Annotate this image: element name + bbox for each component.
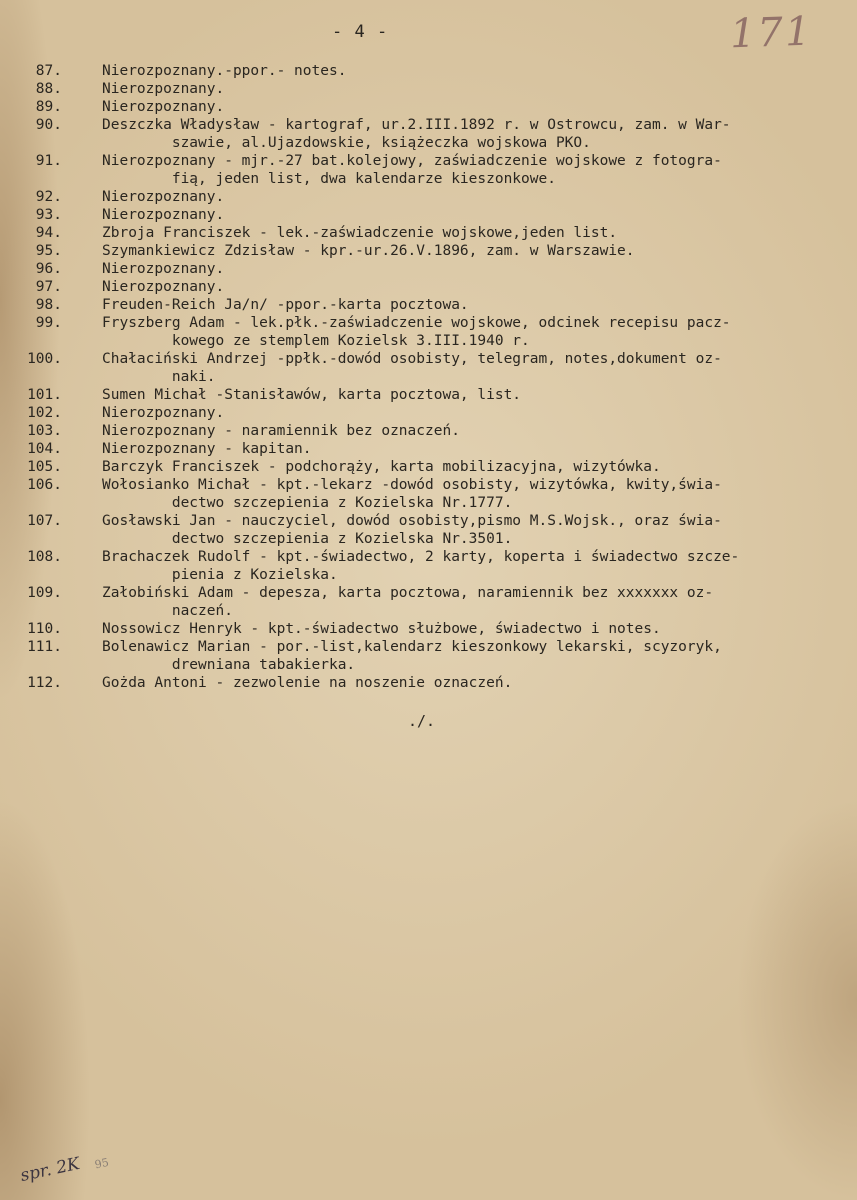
entry-line: Gożda Antoni - zezwolenie na noszenie oznaczeń. <box>102 675 513 691</box>
entry-number: 110. <box>27 621 62 637</box>
entry-line: kowego ze stemplem Kozielsk 3.III.1940 r. <box>102 333 530 349</box>
entry-text <box>102 116 857 152</box>
list-item <box>0 206 857 224</box>
entry-line: Nierozpoznany - mjr.-27 bat.kolejowy, zaświadczenie wojskowe z fotogra- <box>102 153 722 169</box>
entry-text <box>102 422 857 440</box>
entry-line: Nierozpoznany. <box>102 279 225 295</box>
entry-line: Nierozpoznany. <box>102 99 225 115</box>
page-number: - 4 - <box>332 22 389 42</box>
entry-line: Nierozpoznany. <box>102 405 225 421</box>
entry-number: 96. <box>35 261 62 277</box>
entry-text <box>102 674 857 692</box>
list-item <box>0 296 857 314</box>
end-mark: ./. <box>408 712 436 730</box>
entry-number: 87. <box>35 63 62 79</box>
entry-line: Nierozpoznany. <box>102 207 225 223</box>
entry-line: Bolenawicz Marian - por.-list,kalendarz kieszonkowy lekarski, scyzoryk, <box>102 639 722 655</box>
entry-line: dectwo szczepienia z Kozielska Nr.1777. <box>102 495 513 511</box>
entry-text <box>102 314 857 350</box>
entry-number: 102. <box>27 405 62 421</box>
entry-number: 99. <box>35 315 62 331</box>
entry-number: 101. <box>27 387 62 403</box>
entry-text <box>102 458 857 476</box>
entry-number: 100. <box>27 351 62 367</box>
list-item <box>0 674 857 692</box>
entry-number: 109. <box>27 585 62 601</box>
entry-line: Fryszberg Adam - lek.płk.-zaświadczenie wojskowe, odcinek recepisu pacz- <box>102 315 731 331</box>
entry-number: 88. <box>35 81 62 97</box>
entry-line: Deszczka Władysław - kartograf, ur.2.III.1892 r. w Ostrowcu, zam. w War- <box>102 117 731 133</box>
entry-line: Nierozpoznany. <box>102 189 225 205</box>
entry-list <box>0 62 857 692</box>
entry-number: 104. <box>27 441 62 457</box>
list-item <box>0 584 857 620</box>
entry-number: 93. <box>35 207 62 223</box>
entry-line: Freuden-Reich Ja/n/ -ppor.-karta pocztowa. <box>102 297 469 313</box>
entry-line: Brachaczek Rudolf - kpt.-świadectwo, 2 karty, koperta i świadectwo szcze- <box>102 549 740 565</box>
entry-number: 98. <box>35 297 62 313</box>
entry-number: 90. <box>35 117 62 133</box>
list-item <box>0 422 857 440</box>
entry-text <box>102 386 857 404</box>
margin-note-small: 95 <box>93 1155 110 1172</box>
list-item <box>0 224 857 242</box>
entry-number: 107. <box>27 513 62 529</box>
entry-text <box>102 404 857 422</box>
entry-text <box>102 296 857 314</box>
list-item <box>0 404 857 422</box>
entry-text <box>102 548 857 584</box>
entry-text <box>102 80 857 98</box>
entry-text <box>102 260 857 278</box>
entry-text <box>102 206 857 224</box>
entry-text <box>102 242 857 260</box>
entry-line: Chałaciński Andrzej -ppłk.-dowód osobisty, telegram, notes,dokument oz- <box>102 351 722 367</box>
entry-text <box>102 224 857 242</box>
list-item <box>0 314 857 350</box>
entry-line: Nierozpoznany - naramiennik bez oznaczeń. <box>102 423 460 439</box>
entry-text <box>102 188 857 206</box>
entry-number: 106. <box>27 477 62 493</box>
list-item <box>0 242 857 260</box>
list-item <box>0 440 857 458</box>
entry-text <box>102 278 857 296</box>
entry-line: pienia z Kozielska. <box>102 567 338 583</box>
entry-line: Zbroja Franciszek - lek.-zaświadczenie wojskowe,jeden list. <box>102 225 618 241</box>
entry-number: 97. <box>35 279 62 295</box>
entry-line: szawie, al.Ujazdowskie, książeczka wojskowa PKO. <box>102 135 591 151</box>
entry-text <box>102 620 857 638</box>
list-item <box>0 152 857 188</box>
entry-line: drewniana tabakierka. <box>102 657 356 673</box>
entry-text <box>102 512 857 548</box>
margin-note-text: spr. 2K <box>18 1153 82 1187</box>
entry-line: Nossowicz Henryk - kpt.-świadectwo służbowe, świadectwo i notes. <box>102 621 661 637</box>
entry-text <box>102 440 857 458</box>
entry-line: Barczyk Franciszek - podchorąży, karta mobilizacyjna, wizytówka. <box>102 459 661 475</box>
list-item <box>0 638 857 674</box>
entry-line: Nierozpoznany - kapitan. <box>102 441 312 457</box>
entry-number: 91. <box>35 153 62 169</box>
entry-line: Załobiński Adam - depesza, karta pocztowa, naramiennik bez xxxxxxx oz- <box>102 585 714 601</box>
entry-number: 92. <box>35 189 62 205</box>
entry-number: 108. <box>27 549 62 565</box>
entry-text <box>102 350 857 386</box>
entry-line: Gosławski Jan - nauczyciel, dowód osobisty,pismo M.S.Wojsk., oraz świa- <box>102 513 722 529</box>
entry-number: 95. <box>35 243 62 259</box>
handwritten-folio-number: 171 <box>729 8 814 58</box>
entry-text <box>102 638 857 674</box>
entry-line: Szymankiewicz Zdzisław - kpr.-ur.26.V.1896, zam. w Warszawie. <box>102 243 635 259</box>
list-item <box>0 62 857 80</box>
entry-text <box>102 152 857 188</box>
list-item <box>0 350 857 386</box>
entry-line: naczeń. <box>102 603 233 619</box>
list-item <box>0 548 857 584</box>
entry-line: Wołosianko Michał - kpt.-lekarz -dowód osobisty, wizytówka, kwity,świa- <box>102 477 722 493</box>
entry-number: 105. <box>27 459 62 475</box>
list-item <box>0 476 857 512</box>
entry-number: 103. <box>27 423 62 439</box>
entry-text <box>102 62 857 80</box>
entry-line: naki. <box>102 369 216 385</box>
list-item <box>0 620 857 638</box>
entry-number: 89. <box>35 99 62 115</box>
entry-line: Nierozpoznany. <box>102 81 225 97</box>
entry-line: Nierozpoznany. <box>102 261 225 277</box>
entry-number: 111. <box>27 639 62 655</box>
entry-line: Sumen Michał -Stanisławów, karta pocztowa, list. <box>102 387 522 403</box>
list-item <box>0 116 857 152</box>
margin-note <box>18 1153 110 1187</box>
list-item <box>0 278 857 296</box>
entry-number: 112. <box>27 675 62 691</box>
list-item <box>0 80 857 98</box>
entry-text <box>102 476 857 512</box>
list-item <box>0 386 857 404</box>
list-item <box>0 458 857 476</box>
list-item <box>0 512 857 548</box>
list-item <box>0 260 857 278</box>
entry-line: fią, jeden list, dwa kalendarze kieszonkowe. <box>102 171 556 187</box>
list-item <box>0 98 857 116</box>
entry-line: Nierozpoznany.-ppor.- notes. <box>102 63 347 79</box>
entry-number: 94. <box>35 225 62 241</box>
entry-line: dectwo szczepienia z Kozielska Nr.3501. <box>102 531 513 547</box>
entry-text <box>102 584 857 620</box>
entry-text <box>102 98 857 116</box>
list-item <box>0 188 857 206</box>
